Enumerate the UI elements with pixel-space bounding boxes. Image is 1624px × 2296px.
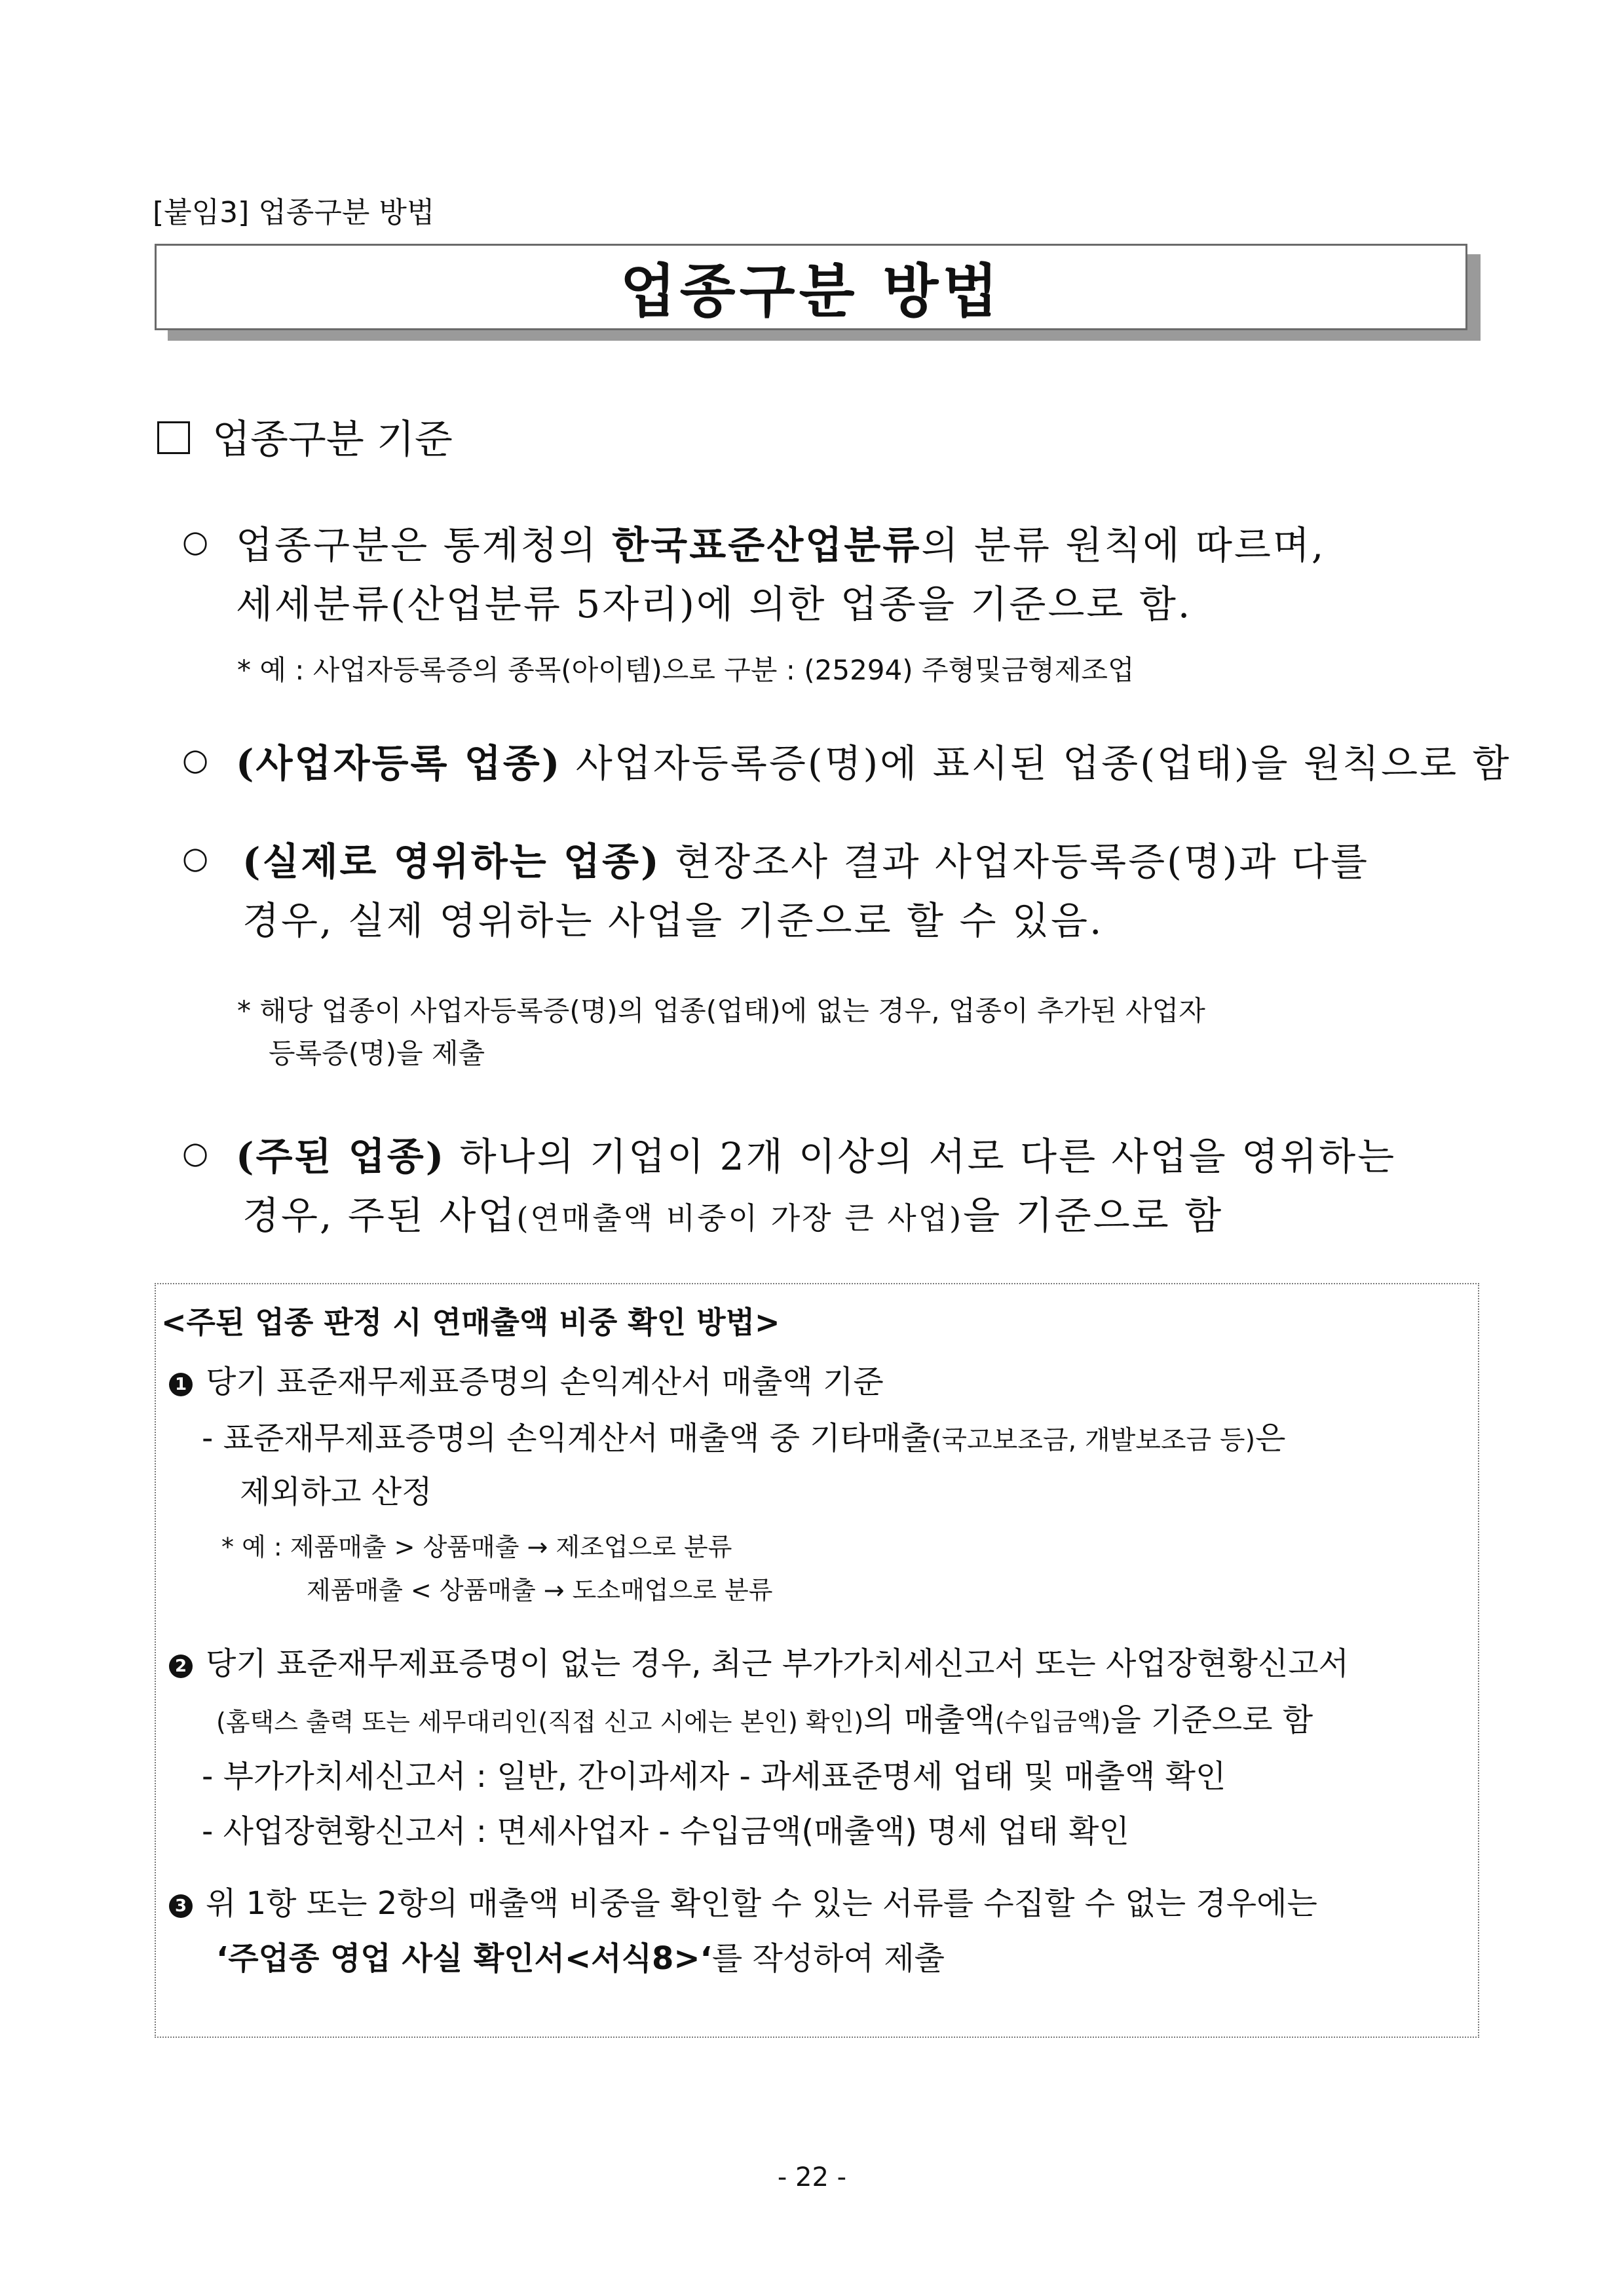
bullet-3-note-line1: * 해당 업종이 사업자등록증(명)의 업종(업태)에 없는 경우, 업종이 추가된 사업자 [237,995,1205,1027]
guide-item-1-example2: 제품매출 < 상품매출 → 도소매업으로 분류 [307,1576,773,1605]
guide-item-1-example1: * 예 : 제품매출 > 상품매출 → 제조업으로 분류 [221,1533,732,1561]
bullet-1-bold: 한국표준산업분류 [612,523,922,567]
circle-bullet-icon: ○ [182,742,209,777]
guide-item-3: 3 위 1항 또는 2항의 매출액 비중을 확인할 수 있는 서류를 수집할 수 없는 경우에는 [169,1878,1317,1923]
bullet-3 [182,831,1486,955]
guide-item-3-line2: ‘주업종 영업 사실 확인서<서식8>‘를 작성하여 제출 [216,1940,945,1977]
number-3-icon: 3 [169,1894,193,1918]
title-box [155,244,1467,330]
bullet-4-line2: 경우, 주된 사업(연매출액 비중이 가장 큰 사업)을 기준으로 함 [242,1193,1224,1238]
bullet-1-line1: 업종구분은 통계청의 한국표준산업분류의 분류 원칙에 따르며, [236,523,1326,567]
section-heading [157,408,453,465]
bullet-1 [182,514,1486,652]
guide-item-2-sub2: - 사업장현황신고서 : 면세사업자 - 수입금액(매출액) 명세 업태 확인 [202,1813,1129,1850]
guide-item-1: 1 당기 표준재무제표증명의 손익계산서 매출액 기준 [169,1356,884,1402]
circle-bullet-icon: ○ [182,1135,209,1170]
bullet-4 [182,1126,1486,1250]
number-1-icon: 1 [169,1373,193,1396]
page-number: - 22 - [777,2162,847,2192]
page-title: 업종구분 방법 [620,258,1002,325]
guide-item-1-sub1-line2: 제외하고 산정 [240,1474,432,1510]
circle-bullet-icon: ○ [182,840,209,875]
guide-item-1-sub1: - 표준재무제표증명의 손익계산서 매출액 중 기타매출(국고보조금, 개발보조금 등)은 [202,1420,1286,1457]
attachment-label: [붙임3] 업종구분 방법 [153,196,435,229]
bullet-2 [182,733,1511,792]
section-heading-text: 업종구분 기준 [212,417,453,463]
guide-item-2-sub1: - 부가가치세신고서 : 일반, 간이과세자 - 과세표준명세 업태 및 매출액 확인 [202,1758,1226,1795]
bullet-2-line1: (사업자등록 업종) 사업자등록증(명)에 표시된 업종(업태)을 원칙으로 함 [236,741,1511,786]
guide-box [155,1283,1479,2038]
circle-bullet-icon: ○ [182,524,209,559]
checkbox-square-icon [157,421,190,454]
bullet-1-note: * 예 : 사업자등록증의 종목(아이템)으로 구분 : (25294) 주형및금형제조업 [237,654,1135,686]
guide-title: <주된 업종 판정 시 연매출액 비중 확인 방법> [161,1305,780,1340]
bullet-4-line1: (주된 업종) 하나의 기업이 2개 이상의 서로 다른 사업을 영위하는 [236,1134,1397,1179]
bullet-1-line2: 세세분류(산업분류 5자리)에 의한 업종을 기준으로 함. [236,582,1192,626]
number-2-icon: 2 [169,1655,193,1678]
guide-item-2: 2 당기 표준재무제표증명이 없는 경우, 최근 부가가치세신고서 또는 사업장현황신고서 [169,1638,1349,1683]
bullet-3-note-line2: 등록증(명)을 제출 [269,1037,485,1069]
bullet-3-line1: (실제로 영위하는 업종) 현장조사 결과 사업자등록증(명)과 다를 [242,839,1369,884]
bullet-3-line2: 경우, 실제 영위하는 사업을 기준으로 할 수 있음. [242,898,1104,943]
guide-item-2-line2: (홈택스 출력 또는 세무대리인(직접 신고 시에는 본인) 확인)의 매출액(수입금액)을 기준으로 함 [216,1702,1313,1738]
